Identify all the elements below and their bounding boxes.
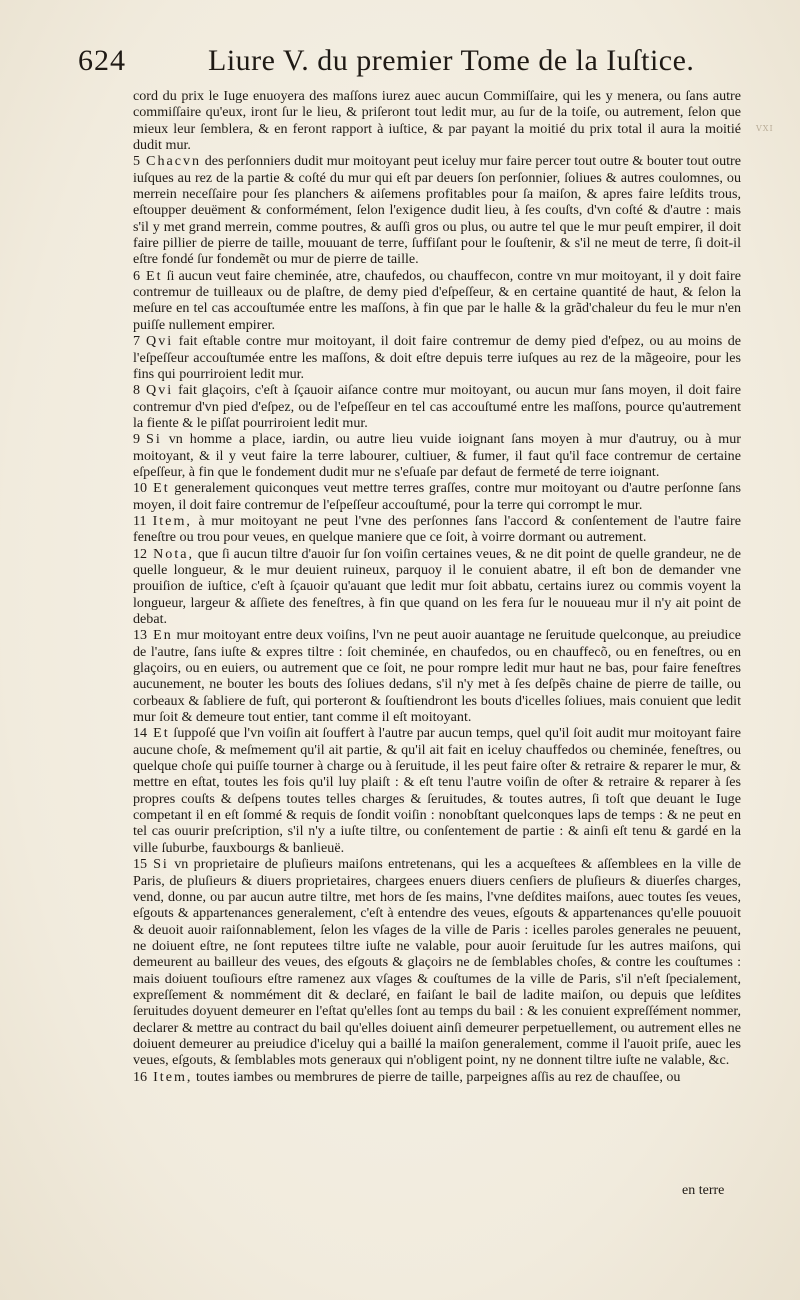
catchword: en terre [682, 1183, 725, 1198]
article-lead-word: Nota, [153, 545, 195, 562]
article-number: 10 [133, 480, 148, 497]
article-lead-word: Si [153, 856, 169, 873]
article-number: 12 [133, 545, 148, 562]
margin-note: VXI [756, 124, 774, 133]
paragraph-article-13: 13 En mur moitoyant entre deux voiſins, l'vn ne peut auoir auantage ne ſeruitude quelconque, au preiudice de l'autre, ſans iuſte & expres tiltre : ſoit cheminée, en chaufedos, ou en chauffecõ, ou en feneſtres, ou en glaçoirs, ou en euiers, ou autrement que ce ſoit, ne pour rompre ledit mur haut ne bas, pour faire feneſtres aucunement, ne bouter les bouts des ſoliues dedans, s'il n'y met à ſes deſpẽs chaine de pierre de taille, ou corbeaux & ſabliere de fuſt, qui porteront & ſouſtiendront les bouts d'icelles ſoliues, mais conuient que ledit mur ſoit & demeure tout entier, tant comme il eſt moitoyant. [133, 627, 741, 726]
article-lead-word: Item, [153, 1068, 193, 1085]
article-number: 7 [133, 333, 141, 350]
paragraph-article-8: 8 Qvi fait glaçoirs, c'eſt à ſçauoir aiſance contre mur moitoyant, ou aucun mur ſans moyen, il doit faire contremur d'vn pied d'eſpez, ou de l'eſpeſſeur en tel cas accouſtumé entre les maſſons, pource qu'autrement la fiente & le piſſat pourriroient ledit mur. [133, 382, 741, 431]
article-number: 15 [133, 856, 148, 873]
page-header [58, 42, 738, 86]
article-number: 13 [133, 627, 148, 644]
article-number: 5 [133, 153, 141, 170]
paragraph-article-15: 15 Si vn proprietaire de pluſieurs maiſons entretenans, qui les a acqueſtees & aſſemblees en la ville de Paris, de pluſieurs & diuers proprietaires, chargees enuers diuers cenſiers de pluſieurs & diuerſes charges, vend, donne, ou par aucun autre tiltre, met hors de ſes mains, l'vne deſdites maiſons, auec toutes ſes veues, eſgouts & appartenances generalement, c'eſt à entendre des veues, eſgouts & appartenances qu'elle pouuoit & deuoit auoir raiſonnablement, ſelon les vſages de la ville de Paris : icelles paroles generales ne peuuent, ne doiuent eſtre, ne ſont reputees tiltre iuſte ne valable, pour auoir ſeruitude ſur les autres maiſons, qui demeurent au bailleur des veues, des eſgouts & glaçoirs ne de ſemblables choſes, & contre les couſtumes : mais doiuent touſiours eſtre ramenez aux vſages & couſtumes de la ville de Paris, s'il n'eſt ſpecialement, expreſſement & nommément dit & declaré, en faiſant le bail de ladite maiſon, ou depuis que leſdites ſeruitudes doyuent demeurer en l'eſtat qu'elles ſont au temps du bail : & les conuient expreſſément nommer, declarer & mettre au contract du bail qu'elles doiuent ainſi demeurer perpetuellement, ou autrement elles ne doiuent demeurer au preiudice d'iceluy qui a baillé la maiſon generalement, comme il l'auoit priſe, auec les veues, eſgouts, & ſemblables mots generaux qui n'obligent point, ny ne donnent tiltre iuſte ne valable, &c. [133, 856, 741, 1069]
article-number: 6 [133, 267, 141, 284]
paragraph-article-11: 11 Item, à mur moitoyant ne peut l'vne des perſonnes ſans l'accord & conſentement de l'autre faire feneſtre ou trou pour veues, en quelque maniere que ce ſoit, à voirre dormant ou autrement. [133, 512, 741, 546]
body-text [133, 88, 741, 1085]
article-lead-word: Si [146, 431, 162, 448]
article-lead-word: Et [146, 267, 163, 284]
article-lead-word: Et [153, 480, 170, 497]
article-lead-word: Qvi [146, 333, 174, 350]
paragraph-article-12: 12 Nota, que ſi aucun tiltre d'auoir ſur ſon voiſin certaines veues, & ne dit point de quelle grandeur, ne de quelle longueur, & le mur deuient ruineux, parquoy il le conuient abatre, il eſt bon de demander vne prouiſion de iuſtice, c'eſt à ſçauoir qu'auant que ledit mur ſoit abbatu, certains iurez ou commis voyent la longueur, largeur & aſſiete des feneſtres, à fin que quand on les fera ſur le nouueau mur il n'y ait point de debat. [133, 545, 741, 627]
running-title: Liure V. du premier Tome de la Iuſtice. [208, 44, 695, 77]
article-number: 11 [133, 512, 147, 529]
article-lead-word: Item, [152, 512, 192, 529]
paragraph-article-16: 16 Item, toutes iambes ou membrures de pierre de taille, parpeignes aſſis au rez de chauſſee, ou [133, 1068, 681, 1085]
article-number: 9 [133, 431, 141, 448]
paragraph-continuation: cord du prix le Iuge enuoyera des maſſons iurez auec aucun Commiſſaire, qui les y menera, ou ſans autre commiſſaire qu'eux, iront ſur le lieu, & priſeront tout ledit mur, au ſur de la toiſe, ou autrement, ſelon que mieux leur ſemblera, & en feront rapport à iuſtice, & par payant la moitié du prix total il aura la moitié dudit mur. [133, 88, 741, 154]
page-number: 624 [78, 44, 126, 77]
article-number: 14 [133, 725, 148, 742]
paragraph-article-7: 7 Qvi fait eſtable contre mur moitoyant, il doit faire contremur de demy pied d'eſpez, ou au moins de l'eſpeſſeur accouſtumée entre les maſſons, & doit eſtre depuis terre iuſques au rez de la mãgeoire, pour les fins qui pourriroient ledit mur. [133, 333, 741, 382]
article-lead-word: Et [153, 725, 170, 742]
paragraph-article-9: 9 Si vn homme a place, iardin, ou autre lieu vuide ioignant ſans moyen à mur d'autruy, ou à mur moitoyant, & il y veut faire la terre labourer, cultiuer, & fumer, il faut qu'il face contremur de certaine eſpeſſeur, à fin que le fondement dudit mur ne s'eſuaſe par defaut de fermeté de terre ioignant. [133, 431, 741, 480]
article-lead-word: Qvi [146, 382, 174, 399]
paragraph-article-5: 5 Chacvn des perſonniers dudit mur moitoyant peut iceluy mur faire percer tout outre & bouter tout outre iuſques au rez de la partie & coſté du mur qui eſt par deuers ſon perſonnier, ſoliues & autres coulomnes, ou merrein neceſſaire pour ſes planchers & aiſemens profitables pour ſa maiſon, & apres faire leſdits trous, eſtoupper deuëment & conformément, ſelon l'exigence dudit lieu, à ſes couſts, d'vn coſté & d'autre : mais s'il y met grand merrein, comme poutres, & auſſi gros ou plus, ou autre tel que le mur peuſt empirer, il doit faire pillier de pierre de taille, mouuant de terre, ſuffiſant pour le ſouſtenir, & s'il ne meut de terre, ſi doit-il eſtre fondé ſur fondemẽt ou mur de pierre de taille. [133, 153, 741, 268]
article-number: 8 [133, 382, 141, 399]
article-lead-word: Chacvn [146, 153, 202, 170]
article-lead-word: En [153, 627, 173, 644]
paragraph-article-14: 14 Et ſuppoſé que l'vn voiſin ait ſouffert à l'autre par aucun temps, quel qu'il ſoit audit mur moitoyant faire aucune choſe, & meſmement qu'il ait partie, & qu'il ait fait en iceluy chauffedos ou cheminée, feneſtres, ou quelque choſe qui puiſſe tourner à charge ou à ſeruitude, il les peut faire oſter & retraire & reparer le mur, & mettre en eſtat, toutes les fois qu'il luy plaiſt : & eſt tenu l'autre voiſin de oſter & retraire & reparer à ſes propres couſts & deſpens toutes telles charges & ſeruitudes, & toutes autres, ſi toſt que deuant le Iuge competant il en eſt ſommé & requis de ſondit voiſin : nonobſtant quelconques laps de temps : & ne peut en tel cas ouurir preſcription, s'il n'y a iuſte tiltre, ou conſentement de partie : & ainſi eſt tenu & gardé en la ville ſuburbe, fauxbourgs & banlieuë. [133, 725, 742, 856]
paragraph-article-10: 10 Et generalement quiconques veut mettre terres graſſes, contre mur moitoyant ou d'autre perſonne ſans moyen, il doit faire contremur de l'eſpeſſeur accouſtumé, pour la terre qui corrompt le mur. [133, 480, 741, 513]
article-number: 16 [133, 1068, 148, 1085]
paragraph-article-6: 6 Et ſi aucun veut faire cheminée, atre, chaufedos, ou chauffecon, contre vn mur moitoyant, il y doit faire contremur de tuilleaux ou de plaſtre, de demy pied d'eſpeſſeur, & en certaine quantité de haut, & ſelon la meſure en tel cas accouſtumée entre les maſſons, à fin que par le halle & la grãd'chaleur du feu le mur n'en puiſſe nullement empirer. [133, 267, 741, 333]
